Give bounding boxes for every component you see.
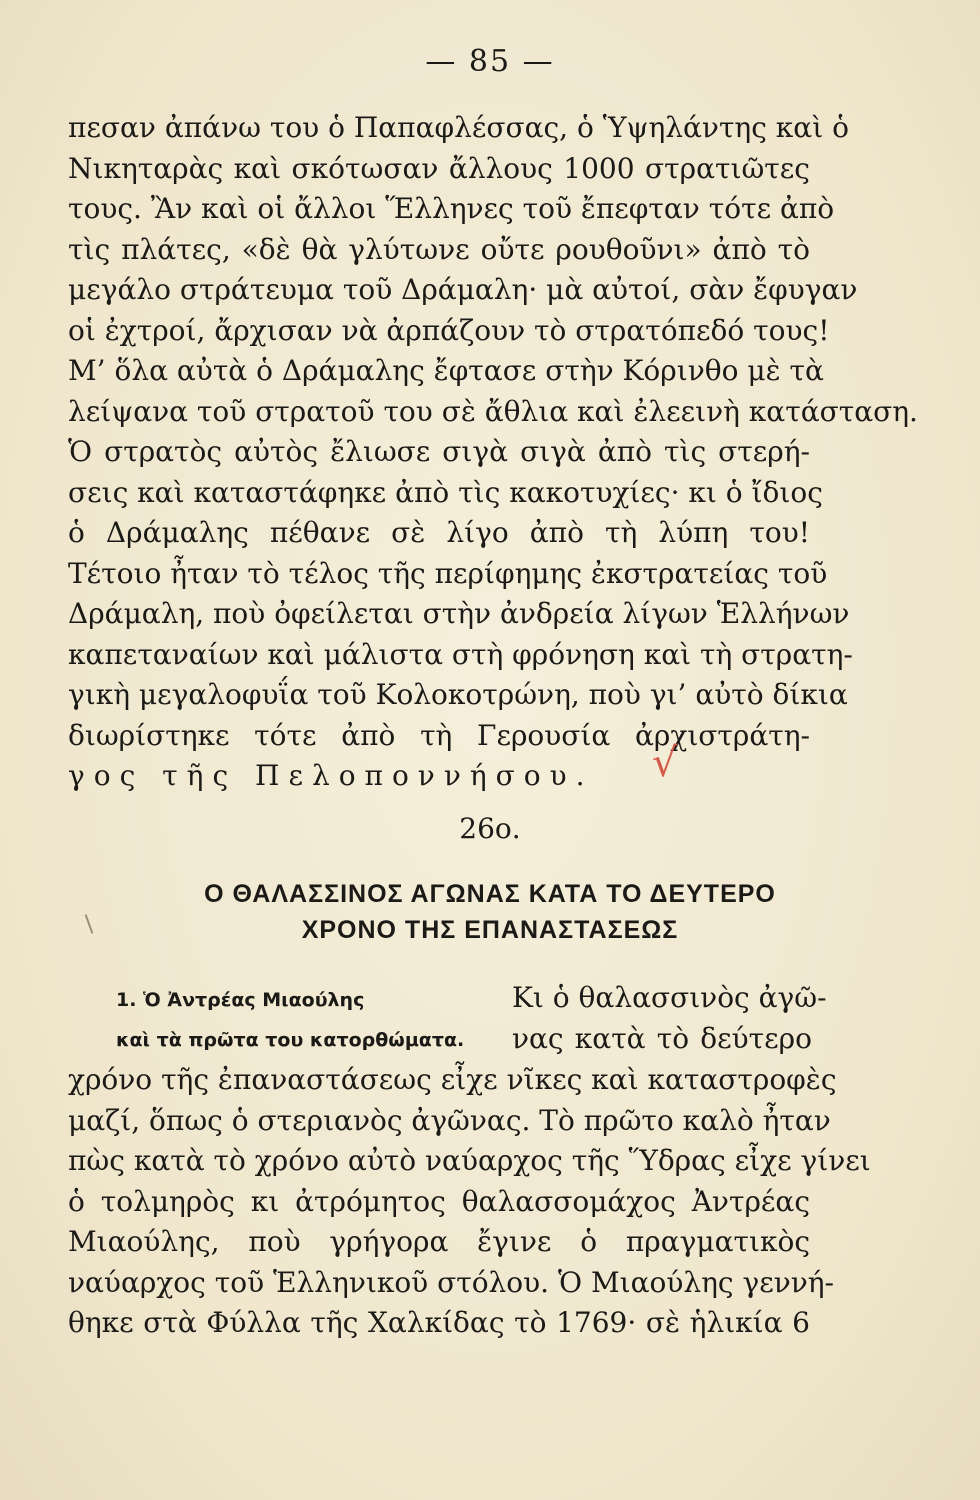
text-line: Τέτοιο ἦταν τὸ τέλος τῆς περίφημης ἐκστρατείας τοῦ xyxy=(68,556,828,590)
text-line: ὁ Δράμαλης πέθανε σὲ λίγο ἀπὸ τὴ λύπη του! xyxy=(68,516,810,549)
text-line: τους. Ἂν καὶ οἱ ἄλλοι Ἕλληνες τοῦ ἔπεφταν τότε ἀπὸ xyxy=(68,192,835,225)
check-mark-icon: √ xyxy=(652,740,678,786)
text-line: οἱ ἐχτροί, ἄρχισαν νὰ ἀρπάζουν τὸ στρατόπεδό τους! xyxy=(68,313,830,347)
chapter-title xyxy=(60,876,920,948)
text-line: πεσαν ἀπάνω του ὁ Παπαφλέσσας, ὁ Ὑψηλάντης καὶ ὁ xyxy=(68,111,849,144)
text-line: Δράμαλη, ποὺ ὀφείλεται στὴν ἀνδρεία λίγων Ἑλλήνων xyxy=(68,597,850,630)
text-line: λείψανα τοῦ στρατοῦ του σὲ ἄθλια καὶ ἐλεεινὴ κατάσταση. xyxy=(68,394,918,428)
text-line: Μ’ ὅλα αὐτὰ ὁ Δράμαλης ἔφτασε στὴν Κόρινθο μὲ τὰ xyxy=(68,354,824,387)
paragraph-1 xyxy=(68,108,918,797)
text-line: μεγάλο στράτευμα τοῦ Δράμαλη· μὰ αὐτοί, σὰν ἔφυγαν xyxy=(68,273,858,306)
section-text-right xyxy=(512,978,827,1059)
text-line: σεις καὶ καταστάφηκε ἀπὸ τὶς κακοτυχίες· κι ὁ ἴδιος xyxy=(68,475,823,509)
chapter-title-line: ΧΡΟΝΟ ΤΗΣ ΕΠΑΝΑΣΤΑΣΕΩΣ xyxy=(301,916,679,944)
text-line: πὼς κατὰ τὸ χρόνο αὐτὸ ναύαρχος τῆς Ὕδρας εἶχε γίνει xyxy=(68,1144,871,1177)
text-line: χρόνο τῆς ἐπαναστάσεως εἶχε νῖκες καὶ καταστροφὲς xyxy=(68,1063,837,1096)
text-line: Νικηταρὰς καὶ σκότωσαν ἄλλους 1000 στρατιῶτες xyxy=(68,151,810,185)
text-line: Κι ὁ θαλασσινὸς ἀγῶ- xyxy=(512,981,827,1014)
chapter-title-line: Ο ΘΑΛΑΣΣΙΝΟΣ ΑΓΩΝΑΣ ΚΑΤΑ ΤΟ ΔΕΥΤΕΡΟ xyxy=(204,880,776,908)
section-heading xyxy=(116,980,464,1060)
text-line: Μιαούλης, ποὺ γρήγορα ἔγινε ὁ πραγματικὸς xyxy=(68,1225,810,1258)
text-line-last: γος τῆς Πελοποννήσου. xyxy=(68,759,594,792)
page-number: — 85 — xyxy=(425,44,555,79)
paragraph-2 xyxy=(68,1060,871,1344)
text-line: γικὴ μεγαλοφυΐα τοῦ Κολοκοτρώνη, ποὺ γι’ αὐτὸ δίκια xyxy=(68,678,848,711)
section-heading-line: 1. Ὁ Ἀντρέας Μιαούλης xyxy=(116,989,365,1011)
section-heading-line: καὶ τὰ πρῶτα του κατορθώματα. xyxy=(116,1029,465,1051)
text-line: διωρίστηκε τότε ἀπὸ τὴ Γερουσία ἀρχιστράτη- xyxy=(68,718,810,752)
chapter-number: 26ο. xyxy=(459,812,521,845)
text-line: μαζί, ὅπως ὁ στεριανὸς ἀγῶνας. Τὸ πρῶτο καλὸ ἦταν xyxy=(68,1103,831,1137)
text-line: νας κατὰ τὸ δεύτερο xyxy=(512,1021,812,1055)
text-line: Ὁ στρατὸς αὐτὸς ἔλιωσε σιγὰ σιγὰ ἀπὸ τὶς στερή- xyxy=(68,435,810,468)
text-line: θηκε στὰ Φύλλα τῆς Χαλκίδας τὸ 1769· σὲ ἡλικία 6 xyxy=(68,1306,810,1339)
text-line: ὁ τολμηρὸς κι ἀτρόμητος θαλασσομάχος Ἀντρέας xyxy=(68,1184,810,1218)
text-line: ναύαρχος τοῦ Ἑλληνικοῦ στόλου. Ὁ Μιαούλης γεννή- xyxy=(68,1265,835,1299)
text-line: καπεταναίων καὶ μάλιστα στὴ φρόνηση καὶ τὴ στρατη- xyxy=(68,637,853,671)
text-line: τὶς πλάτες, «δὲ θὰ γλύτωνε οὔτε ρουθοῦνι» ἀπὸ τὸ xyxy=(68,232,810,266)
